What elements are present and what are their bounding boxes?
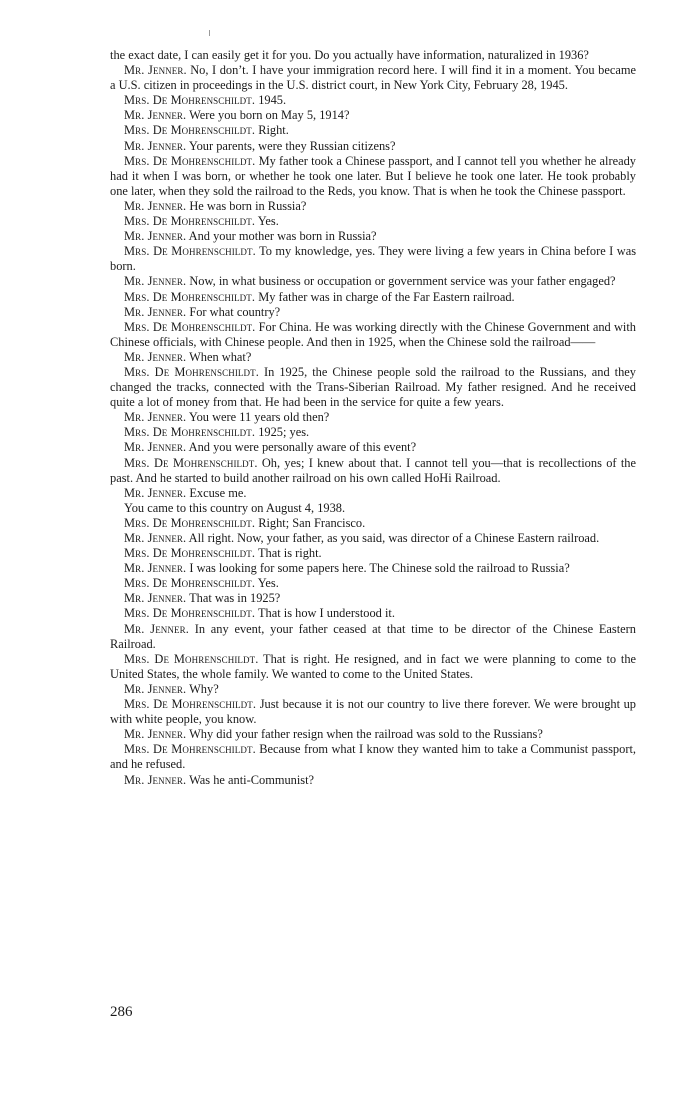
speaker-name: Mr. Jenner. bbox=[124, 304, 187, 319]
speaker-name: Mrs. De Mohrenschildt. bbox=[124, 123, 256, 138]
speaker-name: Mr. Jenner. bbox=[124, 198, 187, 213]
speaker-name: Mrs. De Mohrenschildt. bbox=[124, 319, 256, 334]
speaker-name: Mr. Jenner. bbox=[124, 440, 187, 455]
speaker-name: Mr. Jenner. bbox=[124, 410, 187, 425]
scan-speck bbox=[209, 30, 210, 36]
speaker-name: Mrs. De Mohrenschildt. bbox=[124, 546, 256, 561]
page-number: 286 bbox=[110, 1004, 133, 1020]
transcript-paragraph: Mr. Jenner. Was he anti-Communist? bbox=[124, 772, 315, 787]
transcript-paragraph: Mr. Jenner. When what? bbox=[124, 349, 252, 364]
transcript-paragraph: Mrs. De Mohrenschildt. My father was in charge of the Far Eastern railroad. bbox=[124, 289, 515, 304]
speaker-name: Mr. Jenner. bbox=[124, 531, 187, 545]
speaker-name: Mrs. De Mohrenschildt. bbox=[124, 214, 256, 229]
transcript-paragraph: the exact date, I can easily get it for you. Do you actually have information, naturalized in 1936? bbox=[110, 48, 589, 62]
transcript-paragraph: Mr. Jenner. Excuse me. bbox=[124, 485, 247, 500]
speaker-name: Mr. Jenner. bbox=[124, 229, 187, 244]
transcript-paragraph: Mrs. De Mohrenschildt. Because from what I know they wanted him to take a Communist passport, and he refused. bbox=[110, 742, 636, 772]
transcript-paragraph: Mrs. De Mohrenschildt. That is right. He resigned, and in fact we were planning to come to the United States, the whole family. We wanted to come to the United States. bbox=[110, 651, 637, 681]
speaker-name: Mr. Jenner. bbox=[124, 591, 187, 606]
speaker-name: Mrs. De Mohrenschildt. bbox=[124, 606, 256, 621]
speaker-name: Mrs. De Mohrenschildt. bbox=[124, 425, 256, 440]
transcript-paragraph: Mr. Jenner. That was in 1925? bbox=[124, 591, 281, 606]
transcript-paragraph: Mrs. De Mohrenschildt. Just because it is not our country to live there forever. We were brought up with white people, you know. bbox=[110, 697, 637, 727]
speaker-name: Mr. Jenner. bbox=[124, 274, 187, 289]
transcript-paragraph: Mr. Jenner. Now, in what business or occupation or government service was your father engaged? bbox=[124, 274, 616, 289]
transcript-paragraph: Mrs. De Mohrenschildt. To my knowledge, yes. They were living a few years in China before I was born. bbox=[110, 244, 637, 274]
speaker-name: Mrs. De Mohrenschildt. bbox=[124, 93, 256, 108]
transcript-paragraph: Mrs. De Mohrenschildt. Right; San Francisco. bbox=[124, 515, 366, 530]
transcript-paragraph: Mrs. De Mohrenschildt. Oh, yes; I knew about that. I cannot tell you—that is recollections of the past. And he started to build another railroad on his own called HoHi Railroad. bbox=[110, 455, 636, 485]
speaker-name: Mr. Jenner. bbox=[124, 681, 187, 696]
speaker-name: Mr. Jenner. bbox=[124, 772, 187, 787]
transcript-page bbox=[110, 48, 636, 788]
transcript-paragraph: Mr. Jenner. In any event, your father ceased at that time to be director of the Chinese Eastern Railroad. bbox=[110, 621, 636, 651]
transcript-paragraph: Mr. Jenner. Why did your father resign when the railroad was sold to the Russians? bbox=[124, 727, 543, 742]
speaker-name: Mrs. De Mohrenschildt. bbox=[124, 364, 259, 379]
transcript-paragraph: Mr. Jenner. All right. Now, your father, as you said, was director of a Chinese Eastern railroad. bbox=[124, 531, 600, 545]
transcript-paragraph: Mrs. De Mohrenschildt. Yes. bbox=[124, 576, 279, 591]
speaker-name: Mrs. De Mohrenschildt. bbox=[124, 515, 256, 530]
speaker-name: Mr. Jenner. bbox=[124, 108, 187, 123]
transcript-paragraph: Mr. Jenner. Were you born on May 5, 1914? bbox=[124, 108, 350, 123]
transcript-paragraph: Mrs. De Mohrenschildt. Right. bbox=[124, 123, 289, 138]
transcript-paragraph: Mr. Jenner. He was born in Russia? bbox=[124, 198, 307, 213]
transcript-paragraph: Mr. Jenner. No, I don’t. I have your immigration record here. I will find it in a moment. You became a U.S. citizen in proceedings in the U.S. district court, in New York City, February 28, 1945. bbox=[110, 63, 636, 93]
speaker-name: Mr. Jenner. bbox=[124, 138, 187, 153]
speaker-name: Mrs. De Mohrenschildt. bbox=[124, 289, 256, 304]
transcript-paragraph: Mrs. De Mohrenschildt. In 1925, the Chinese people sold the railroad to the Russians, and they changed the tracks, connected with the Trans-Siberian Railroad. My father resigned. And he received quite a lot of money from that. He had been in the service for quite a few years. bbox=[110, 364, 637, 410]
speaker-name: Mr. Jenner. bbox=[124, 63, 187, 78]
speaker-name: Mrs. De Mohrenschildt. bbox=[124, 651, 259, 666]
transcript-paragraph: Mrs. De Mohrenschildt. 1925; yes. bbox=[124, 425, 310, 440]
transcript-paragraph: Mrs. De Mohrenschildt. 1945. bbox=[124, 93, 287, 108]
speaker-name: Mr. Jenner. bbox=[124, 485, 187, 500]
transcript-paragraph: Mr. Jenner. I was looking for some papers here. The Chinese sold the railroad to Russia? bbox=[124, 561, 570, 576]
speaker-name: Mrs. De Mohrenschildt. bbox=[124, 244, 256, 259]
transcript-paragraph: Mrs. De Mohrenschildt. My father took a Chinese passport, and I cannot tell you whether he already had it when I was born, or whether he took one later. But I believe he took one later. He took probably one later, when they sold the railroad to the Reds, you know. That is when he took the Chinese passport. bbox=[110, 153, 636, 198]
transcript-paragraph: Mrs. De Mohrenschildt. That is right. bbox=[124, 546, 322, 561]
transcript-paragraph: Mrs. De Mohrenschildt. That is how I understood it. bbox=[124, 606, 395, 621]
transcript-paragraph: Mr. Jenner. Your parents, were they Russian citizens? bbox=[124, 138, 396, 153]
speaker-name: Mrs. De Mohrenschildt. bbox=[124, 697, 257, 712]
speaker-name: Mrs. De Mohrenschildt. bbox=[124, 576, 256, 591]
speaker-name: Mr. Jenner. bbox=[124, 727, 187, 742]
speaker-name: Mrs. De Mohrenschildt. bbox=[124, 455, 258, 470]
transcript-paragraph: Mr. Jenner. For what country? bbox=[124, 304, 281, 319]
speaker-name: Mrs. De Mohrenschildt. bbox=[124, 742, 256, 757]
transcript-paragraph: Mrs. De Mohrenschildt. For China. He was working directly with the Chinese Government and with Chinese officials, with Chinese people. And then in 1925, when the Chinese sold the railroad—— bbox=[110, 319, 636, 349]
transcript-paragraph: Mr. Jenner. Why? bbox=[124, 681, 219, 696]
transcript-paragraph: You came to this country on August 4, 1938. bbox=[124, 500, 346, 515]
transcript-paragraph: Mr. Jenner. You were 11 years old then? bbox=[124, 410, 330, 425]
speaker-name: Mr. Jenner. bbox=[124, 349, 187, 364]
speaker-name: Mr. Jenner. bbox=[124, 561, 187, 576]
transcript-paragraph: Mr. Jenner. And your mother was born in Russia? bbox=[124, 229, 377, 244]
transcript-paragraph: Mr. Jenner. And you were personally aware of this event? bbox=[124, 440, 417, 455]
transcript-paragraph: Mrs. De Mohrenschildt. Yes. bbox=[124, 214, 279, 229]
speaker-name: Mrs. De Mohrenschildt. bbox=[124, 153, 256, 168]
speaker-name: Mr. Jenner. bbox=[124, 621, 189, 636]
